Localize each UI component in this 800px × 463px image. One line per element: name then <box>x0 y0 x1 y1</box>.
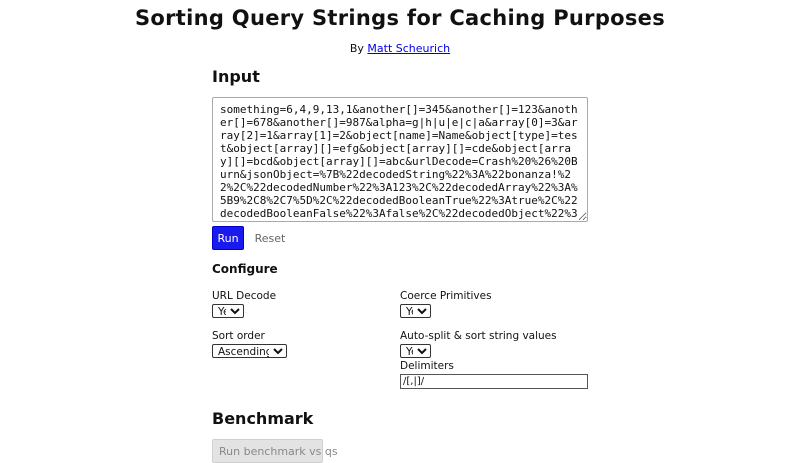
url-decode-select[interactable] <box>212 304 244 318</box>
sort-order-select[interactable] <box>212 344 287 358</box>
author-link[interactable]: Matt Scheurich <box>367 42 451 55</box>
byline-prefix: By <box>349 42 364 55</box>
auto-split-label: Auto-split & sort string values <box>400 330 557 342</box>
delimiters-label: Delimiters <box>400 360 454 372</box>
reset-button[interactable]: Reset <box>250 226 290 250</box>
query-string-input[interactable] <box>212 97 588 222</box>
run-button[interactable]: Run <box>212 226 244 250</box>
coerce-primitives-select[interactable] <box>400 304 431 318</box>
page-title: Sorting Query Strings for Caching Purposes <box>134 6 666 30</box>
auto-split-select[interactable] <box>400 344 431 358</box>
input-heading: Input <box>212 67 260 86</box>
coerce-primitives-label: Coerce Primitives <box>400 290 492 302</box>
run-benchmark-button[interactable]: Run benchmark vs qs <box>212 439 323 463</box>
benchmark-heading: Benchmark <box>212 409 314 428</box>
byline <box>0 42 800 55</box>
sort-order-label: Sort order <box>212 330 265 342</box>
url-decode-label: URL Decode <box>212 290 277 302</box>
delimiters-input[interactable] <box>400 374 588 389</box>
configure-heading: Configure <box>212 262 278 276</box>
